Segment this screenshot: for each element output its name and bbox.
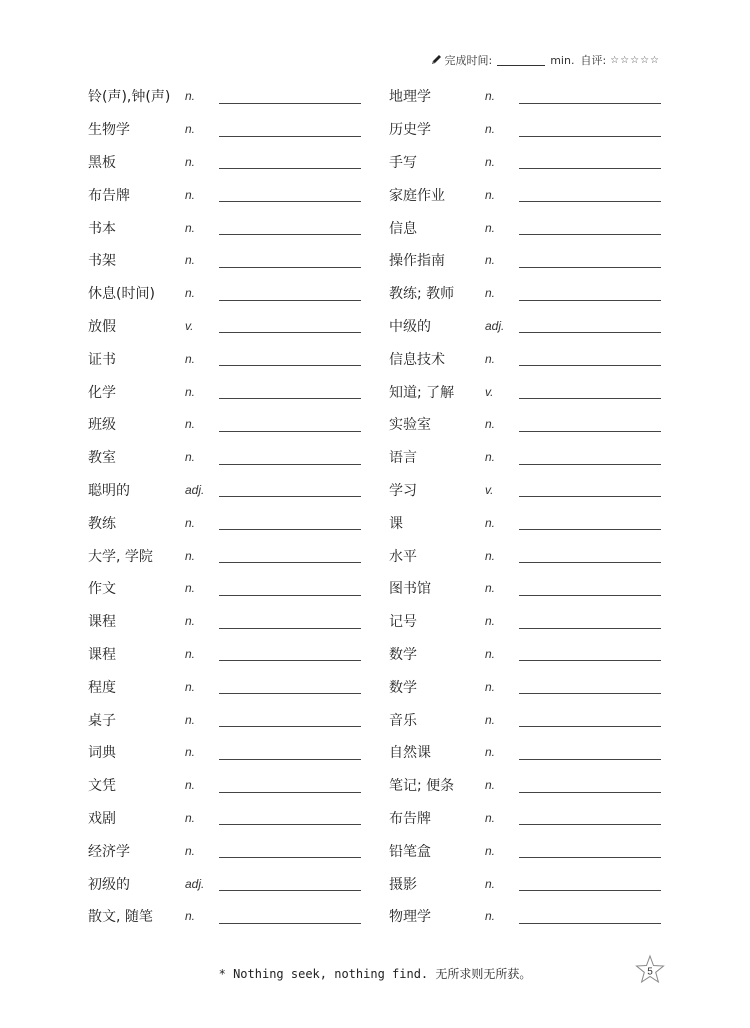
chinese-term: 操作指南 [389,253,445,270]
vocab-row [88,80,378,113]
chinese-term: 桌子 [88,712,116,729]
part-of-speech: n. [485,843,496,858]
chinese-term: 语言 [389,450,417,467]
chinese-term: 休息(时间) [88,286,155,303]
part-of-speech: n. [185,679,196,694]
answer-blank[interactable] [219,332,361,333]
chinese-term: 作文 [88,581,116,598]
answer-blank[interactable] [519,857,661,858]
part-of-speech: n. [485,122,496,137]
part-of-speech: n. [185,417,196,432]
vocab-row [88,244,378,277]
vocab-row [389,605,679,638]
part-of-speech: n. [485,417,496,432]
vocab-row [389,211,679,244]
vocab-row [389,539,679,572]
chinese-term: 经济学 [88,843,130,860]
chinese-term: 数学 [389,679,417,696]
chinese-term: 音乐 [389,712,417,729]
vocab-row [389,441,679,474]
chinese-term: 地理学 [389,89,431,106]
part-of-speech: n. [185,548,196,563]
answer-blank[interactable] [519,792,661,793]
chinese-term: 课程 [88,646,116,663]
chinese-term: 布告牌 [389,810,431,827]
answer-blank[interactable] [219,496,361,497]
chinese-term: 布告牌 [88,187,130,204]
part-of-speech: n. [185,614,196,629]
chinese-term: 物理学 [389,909,431,926]
vocab-row [389,802,679,835]
part-of-speech: n. [185,745,196,760]
answer-blank[interactable] [519,365,661,366]
part-of-speech: n. [485,712,496,727]
answer-blank[interactable] [519,300,661,301]
chinese-term: 课 [389,515,403,532]
part-of-speech: n. [185,220,196,235]
left-vocab-column [88,80,378,933]
chinese-term: 生物学 [88,122,130,139]
answer-blank[interactable] [219,529,361,530]
part-of-speech: n. [185,253,196,268]
chinese-term: 教练 [88,515,116,532]
part-of-speech: n. [185,712,196,727]
answer-blank[interactable] [219,562,361,563]
chinese-term: 教室 [88,450,116,467]
vocab-row [389,867,679,900]
part-of-speech: n. [485,154,496,169]
answer-blank[interactable] [219,464,361,465]
chinese-term: 程度 [88,679,116,696]
vocab-row [88,703,378,736]
chinese-term: 初级的 [88,876,130,893]
min-label: min. [550,53,575,67]
chinese-term: 学习 [389,482,417,499]
chinese-term: 水平 [389,548,417,565]
answer-blank[interactable] [519,595,661,596]
answer-blank[interactable] [219,824,361,825]
chinese-term: 词典 [88,745,116,762]
vocab-row [88,146,378,179]
vocab-row [389,244,679,277]
chinese-term: 记号 [389,614,417,631]
answer-blank[interactable] [519,103,661,104]
vocab-row [88,277,378,310]
part-of-speech: v. [485,384,494,399]
chinese-term: 手写 [389,154,417,171]
answer-blank[interactable] [219,857,361,858]
answer-blank[interactable] [219,103,361,104]
vocab-row [88,572,378,605]
answer-blank[interactable] [519,464,661,465]
part-of-speech: n. [485,810,496,825]
part-of-speech: v. [185,318,194,333]
vocab-row [389,900,679,933]
answer-blank[interactable] [519,332,661,333]
answer-blank[interactable] [519,201,661,202]
answer-blank[interactable] [519,628,661,629]
chinese-term: 历史学 [389,122,431,139]
chinese-term: 家庭作业 [389,187,445,204]
vocab-row [389,474,679,507]
vocab-row [389,113,679,146]
answer-blank[interactable] [519,562,661,563]
part-of-speech: n. [485,89,496,104]
footer-motto: * Nothing seek, nothing find. 无所求则无所获。 [218,967,532,981]
vocab-row [389,342,679,375]
time-blank[interactable] [497,55,545,66]
answer-blank[interactable] [519,168,661,169]
part-of-speech: n. [185,286,196,301]
part-of-speech: n. [485,450,496,465]
part-of-speech: n. [485,515,496,530]
part-of-speech: n. [485,876,496,891]
chinese-term: 文凭 [88,778,116,795]
vocab-row [389,638,679,671]
vocab-row [389,769,679,802]
time-label: 完成时间: [444,54,493,67]
part-of-speech: n. [185,843,196,858]
answer-blank[interactable] [519,267,661,268]
part-of-speech: n. [185,89,196,104]
page-number: 5 [647,966,653,978]
chinese-term: 实验室 [389,417,431,434]
chinese-term: 证书 [88,351,116,368]
vocab-row [88,506,378,539]
chinese-term: 课程 [88,614,116,631]
answer-blank[interactable] [219,234,361,235]
answer-blank[interactable] [219,431,361,432]
eval-label: 自评: [580,54,607,67]
chinese-term: 班级 [88,417,116,434]
rating-stars[interactable]: ☆☆☆☆☆ [610,54,660,66]
part-of-speech: n. [485,679,496,694]
answer-blank[interactable] [219,759,361,760]
part-of-speech: n. [185,581,196,596]
vocab-row [389,703,679,736]
vocab-row [88,474,378,507]
answer-blank[interactable] [219,365,361,366]
answer-blank[interactable] [219,628,361,629]
chinese-term: 散文, 随笔 [88,909,153,926]
part-of-speech: n. [185,909,196,924]
answer-blank[interactable] [519,693,661,694]
part-of-speech: n. [485,745,496,760]
part-of-speech: n. [485,581,496,596]
chinese-term: 教练; 教师 [389,286,455,303]
vocab-row [389,736,679,769]
answer-blank[interactable] [519,398,661,399]
part-of-speech: n. [185,122,196,137]
chinese-term: 数学 [389,646,417,663]
part-of-speech: n. [185,778,196,793]
answer-blank[interactable] [219,398,361,399]
chinese-term: 铃(声),钟(声) [88,89,171,106]
completion-header [430,52,660,68]
answer-blank[interactable] [219,136,361,137]
vocab-row [88,408,378,441]
part-of-speech: adj. [485,318,505,333]
vocab-row [389,80,679,113]
chinese-term: 知道; 了解 [389,384,455,401]
vocab-row [389,178,679,211]
chinese-term: 信息技术 [389,351,445,368]
answer-blank[interactable] [519,234,661,235]
part-of-speech: n. [485,614,496,629]
part-of-speech: n. [485,646,496,661]
chinese-term: 信息 [389,220,417,237]
vocab-row [389,375,679,408]
vocab-row [88,342,378,375]
vocab-row [88,834,378,867]
answer-blank[interactable] [519,496,661,497]
part-of-speech: n. [485,187,496,202]
answer-blank[interactable] [219,201,361,202]
page-number-star [634,954,666,986]
vocab-row [88,638,378,671]
part-of-speech: n. [185,515,196,530]
part-of-speech: n. [485,548,496,563]
part-of-speech: n. [185,187,196,202]
answer-blank[interactable] [219,300,361,301]
answer-blank[interactable] [519,890,661,891]
answer-blank[interactable] [519,136,661,137]
answer-blank[interactable] [519,824,661,825]
answer-blank[interactable] [519,431,661,432]
vocab-row [88,769,378,802]
answer-blank[interactable] [519,759,661,760]
chinese-term: 黑板 [88,154,116,171]
answer-blank[interactable] [219,923,361,924]
chinese-term: 笔记; 便条 [389,778,455,795]
part-of-speech: n. [185,154,196,169]
chinese-term: 聪明的 [88,482,130,499]
part-of-speech: n. [185,646,196,661]
part-of-speech: n. [485,351,496,366]
vocab-row [88,605,378,638]
right-vocab-column [389,80,679,933]
vocab-row [389,408,679,441]
vocab-row [389,506,679,539]
chinese-term: 书架 [88,253,116,270]
vocab-row [88,113,378,146]
answer-blank[interactable] [519,529,661,530]
vocab-row [389,670,679,703]
vocab-row [88,375,378,408]
answer-blank[interactable] [519,923,661,924]
vocab-row [389,277,679,310]
answer-blank[interactable] [219,693,361,694]
vocab-row [389,572,679,605]
vocab-row [88,802,378,835]
chinese-term: 化学 [88,384,116,401]
answer-blank[interactable] [519,660,661,661]
part-of-speech: n. [485,909,496,924]
chinese-term: 图书馆 [389,581,431,598]
part-of-speech: n. [485,220,496,235]
answer-blank[interactable] [219,726,361,727]
part-of-speech: n. [485,253,496,268]
chinese-term: 放假 [88,318,116,335]
chinese-term: 书本 [88,220,116,237]
answer-blank[interactable] [219,792,361,793]
chinese-term: 摄影 [389,876,417,893]
chinese-term: 中级的 [389,318,431,335]
vocab-row [389,310,679,343]
part-of-speech: n. [185,450,196,465]
vocab-row [88,539,378,572]
part-of-speech: n. [185,810,196,825]
pencil-icon [430,54,442,66]
answer-blank[interactable] [519,726,661,727]
chinese-term: 戏剧 [88,810,116,827]
vocab-row [88,670,378,703]
vocab-row [88,211,378,244]
vocab-row [88,900,378,933]
part-of-speech: adj. [185,876,205,891]
part-of-speech: adj. [185,482,205,497]
vocab-row [88,441,378,474]
part-of-speech: n. [485,778,496,793]
answer-blank[interactable] [219,890,361,891]
part-of-speech: n. [485,286,496,301]
answer-blank[interactable] [219,595,361,596]
part-of-speech: n. [185,351,196,366]
chinese-term: 铅笔盒 [389,843,431,860]
vocab-row [88,867,378,900]
part-of-speech: n. [185,384,196,399]
answer-blank[interactable] [219,267,361,268]
vocab-row [389,834,679,867]
answer-blank[interactable] [219,168,361,169]
vocab-row [88,178,378,211]
part-of-speech: v. [485,482,494,497]
vocab-row [88,736,378,769]
answer-blank[interactable] [219,660,361,661]
vocab-row [88,310,378,343]
chinese-term: 自然课 [389,745,431,762]
chinese-term: 大学, 学院 [88,548,153,565]
vocab-row [389,146,679,179]
